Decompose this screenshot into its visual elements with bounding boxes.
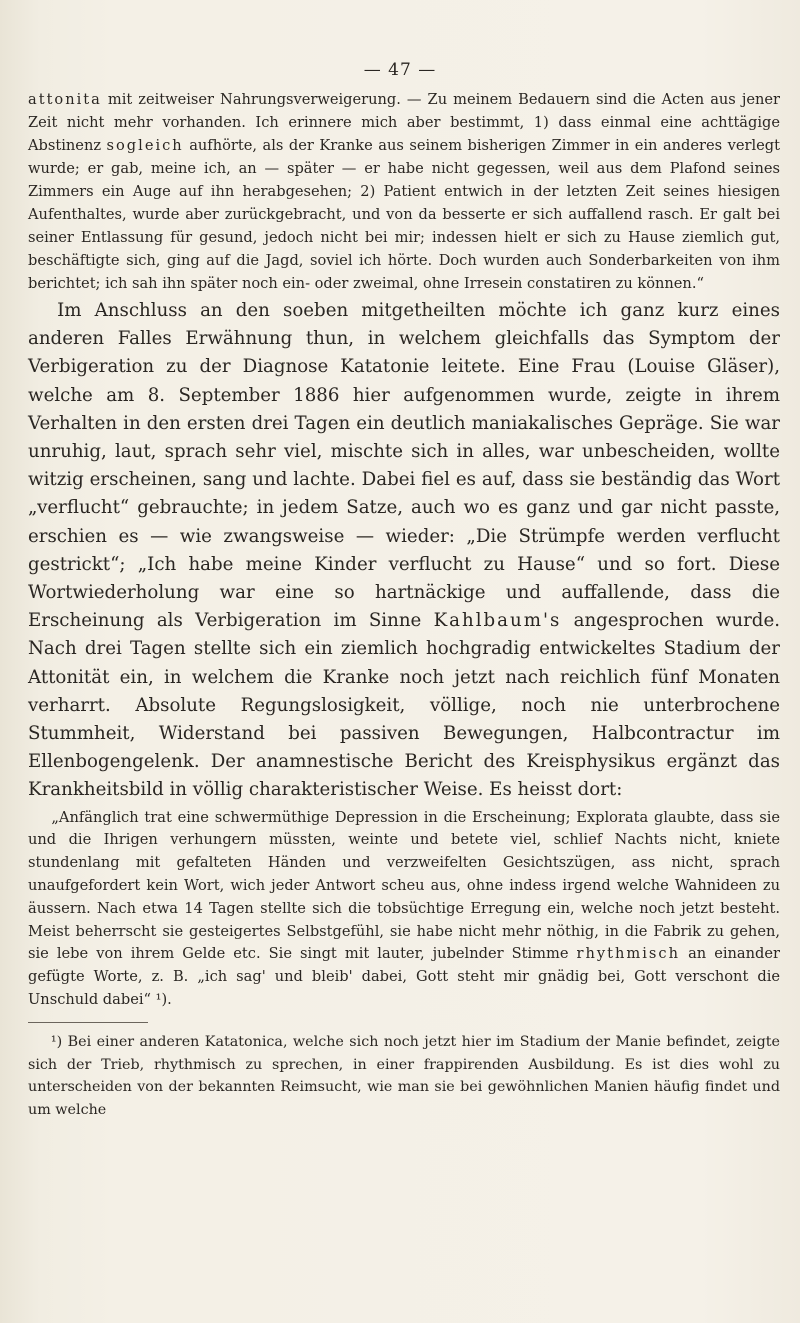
- footnote: ¹) Bei einer anderen Katatonica, welche sich noch jetzt hier im Stadium der Manie befindet, zeigte sich der Trieb, rhythmisch zu sprechen, in einer frappirenden Ausbildung. Es ist dies wohl zu unterscheiden von der bekannten Reimsucht, wie man sie bei gewöhnlichen Manien häufig findet und um welche: [28, 1033, 780, 1119]
- spaced-word: attonita: [28, 91, 102, 108]
- page-content: [28, 88, 780, 1122]
- author-name: Kahlbaum's: [433, 610, 562, 632]
- footnote-divider: [28, 1022, 148, 1023]
- physician-report-quote: „Anfänglich trat eine schwermüthige Depression in die Erscheinung; Explorata glaubte, dass sie und die Ihrigen verhungern müssten, weinte und betete viel, schlief Nachts nicht, kniete stundenlang mit gefalteten Händen und verzweifelten Gesichtszügen, ass nicht, sprach unaufgefordert kein Wort, wich jeder Antwort scheu aus, ohne indess irgend welche Wahnideen zu äussern. Nach etwa 14 Tagen stellte sich die tobsüchtige Erregung ein, welche noch jetzt besteht. Meist beherrscht sie gesteigertes Selbstgefühl, sie habe nicht mehr nöthig, in die Fabrik zu gehen, sie lebe von ihrem Gelde etc. Sie singt mit lauter, jubelnder Stimme rhythmisch an einander gefügte Worte, z. B. „ich sag' und bleib' dabei, Gott steht mir gnädig bei, Gott verschont die Unschuld dabei“ ¹).: [28, 808, 780, 1009]
- spaced-word: sogleich: [106, 137, 184, 154]
- spaced-word: rhythmisch: [576, 945, 680, 963]
- case-report-continuation: attonita mit zeitweiser Nahrungsverweigerung. — Zu meinem Bedauern sind die Acten aus jener Zeit nicht mehr vorhanden. Ich erinnere mich aber bestimmt, 1) dass einmal eine achttägige Abstinenz sogleich aufhörte, als der Kranke aus seinem bisherigen Zimmer in ein anderes verlegt wurde; er gab, meine ich, an — später — er habe nicht gegessen, weil aus dem Plafond seines Zimmers ein Auge auf ihn herabgesehen; 2) Patient entwich in der letzten Zeit seines hiesigen Aufenthaltes, wurde aber zurückgebracht, und von da besserte er sich auffallend rasch. Er galt bei seiner Entlassung für gesund, jedoch nicht bei mir; indessen hielt er sich zu Hause ziemlich gut, beschäftigte sich, ging auf die Jagd, soviel ich hörte. Doch wurden auch Sonderbarkeiten von ihm berichtet; ich sah ihn später noch ein- oder zweimal, ohne Irresein constatiren zu können.“: [28, 91, 780, 292]
- page-number: — 47 —: [363, 60, 437, 80]
- main-paragraph: Im Anschluss an den soeben mitgetheilten möchte ich ganz kurz eines anderen Falles Erwähnung thun, in welchem gleichfalls das Symptom der Verbigeration zu der Diagnose Katatonie leitete. Eine Frau (Louise Gläser), welche am 8. September 1886 hier aufgenommen wurde, zeigte in ihrem Verhalten in den ersten drei Tagen ein deutlich maniakalisches Gepräge. Sie war unruhig, laut, sprach sehr viel, mischte sich in alles, war unbescheiden, wollte witzig erscheinen, sang und lachte. Dabei fiel es auf, dass sie beständig das Wort „verflucht“ gebrauchte; in jedem Satze, auch wo es ganz und gar nicht passte, erschien es — wie zwangsweise — wieder: „Die Strümpfe werden verflucht gestrickt“; „Ich habe meine Kinder verflucht zu Hause“ und so fort. Diese Wortwiederholung war eine so hartnäckige und auffallende, dass die Erscheinung als Verbigeration im Sinne Kahlbaum's angesprochen wurde. Nach drei Tagen stellte sich ein ziemlich hochgradig entwickeltes Stadium der Attonität ein, in welchem die Kranke noch jetzt nach reichlich fünf Monaten verharrt. Absolute Regungslosigkeit, völlige, noch nie unterbrochene Stummheit, Widerstand bei passiven Bewegungen, Halbcontractur im Ellenbogengelenk. Der anamnestische Bericht des Kreisphysikus ergänzt das Krankheitsbild in völlig charakteristischer Weise. Es heisst dort:: [28, 300, 780, 801]
